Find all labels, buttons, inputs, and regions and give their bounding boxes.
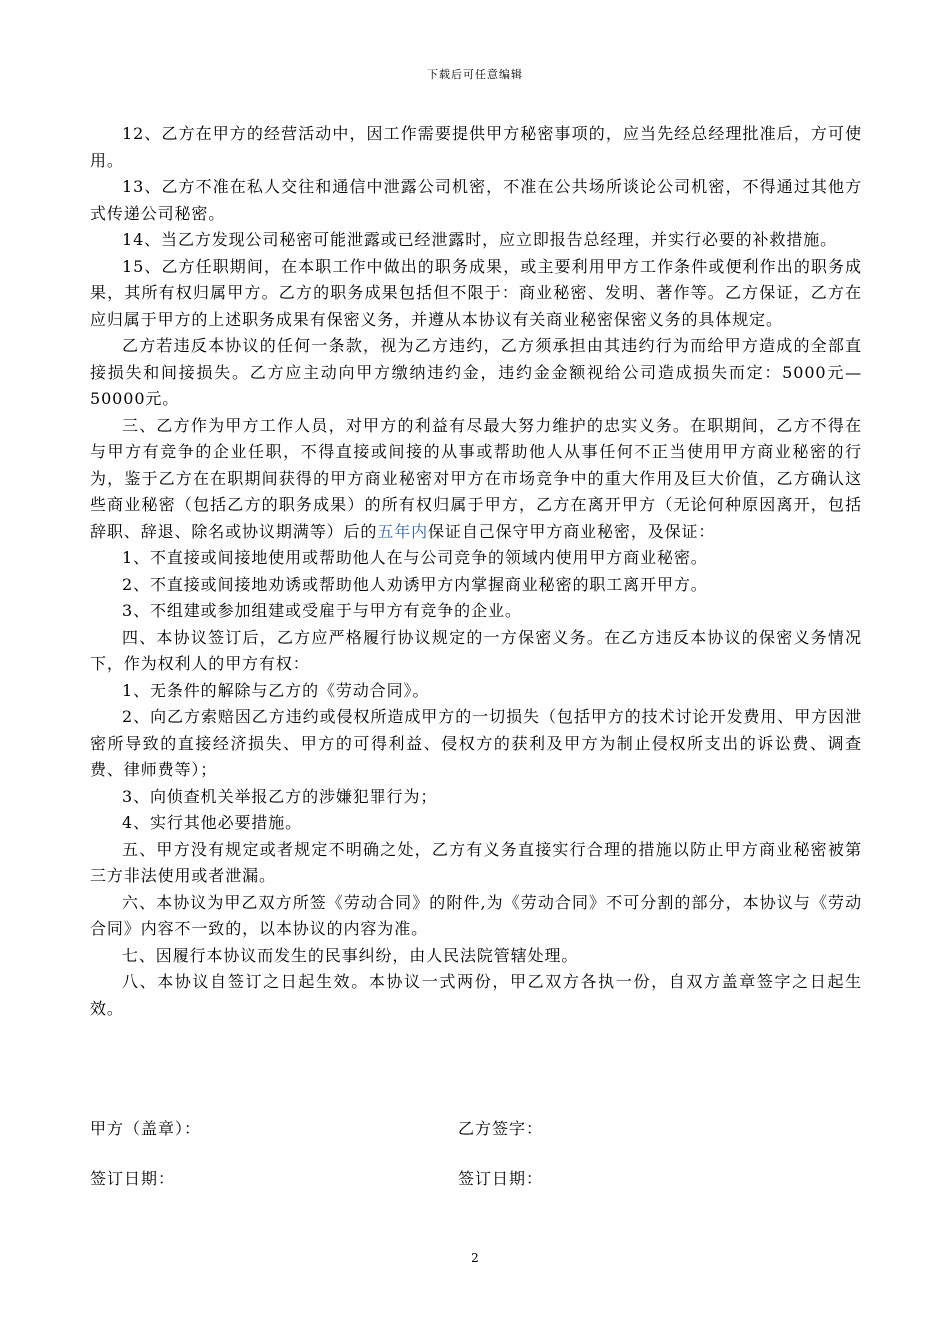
party-a-seal-label: 甲方（盖章）： bbox=[90, 1119, 202, 1138]
section-seven: 七、因履行本协议而发生的民事纠纷，由人民法院管辖处理。 bbox=[122, 945, 579, 965]
section-three-item-2: 2、不直接或间接地劝诱或帮助他人劝诱甲方内掌握商业秘密的职工离开甲方。 bbox=[122, 574, 708, 594]
clause-13: 13、乙方不准在私人交往和通信中泄露公司机密，不准在公共场所谈论公司机密，不得通过其他方式传递公司秘密。 bbox=[90, 177, 862, 223]
clause-14: 14、当乙方发现公司秘密可能泄露或已经泄露时，应立即报告总经理，并实行必要的补救措施。 bbox=[122, 230, 838, 249]
section-eight: 八、本协议自签订之日起生效。本协议一式两份，甲乙双方各执一份，自双方盖章签字之日起生效。 bbox=[90, 972, 862, 1018]
page-header: 下载后可任意编辑 bbox=[427, 68, 523, 81]
clause-12: 12、乙方在甲方的经营活动中，因工作需要提供甲方秘密事项的，应当先经总经理批准后，方可使用。 bbox=[90, 124, 862, 170]
section-four-item-4: 4、实行其他必要措施。 bbox=[122, 813, 303, 832]
section-five: 五、甲方没有规定或者规定不明确之处，乙方有义务直接实行合理的措施以防止甲方商业秘密被第三方非法使用或者泄漏。 bbox=[90, 839, 862, 885]
section-four: 四、本协议签订后，乙方应严格履行协议规定的一方保密义务。在乙方违反本协议的保密义务情况下，作为权利人的甲方有权： bbox=[90, 627, 862, 673]
section-three-text-end: 保证自己保守甲方商业秘密，及保证： bbox=[428, 521, 716, 541]
section-three-item-3: 3、不组建或参加组建或受雇于与甲方有竞争的企业。 bbox=[122, 601, 522, 620]
breach-clause: 乙方若违反本协议的任何一条款，视为乙方违约，乙方须承担由其违约行为而给甲方造成的全部直接损失和间接损失。乙方应主动向甲方缴纳违约金，违约金金额视给公司造成损失而定：5000元—50000元。 bbox=[90, 336, 862, 408]
section-four-item-1: 1、无条件的解除与乙方的《劳动合同》。 bbox=[122, 680, 430, 700]
party-b-sign-label: 乙方签字： bbox=[458, 1119, 544, 1138]
page-number: 2 bbox=[471, 1251, 479, 1265]
section-three-text: 三、乙方作为甲方工作人员，对甲方的利益有尽最大努力维护的忠实义务。在职期间，乙方不得在与甲方有竞争的企业任职，不得直接或间接的从事或帮助他人从事任何不正当使用甲方商业秘密的行为，鉴于乙方在在职期间获得的甲方商业秘密对甲方在市场竞争中的重大作用及巨大价值，乙方确认这些商业秘密（包括乙方的职务成果）的所有权归属于甲方，乙方在离开甲方（无论何种原因离开，包括辞职、辞退、除名或协议期满等）后的 bbox=[90, 415, 862, 541]
section-four-item-2: 2、向乙方索赔因乙方违约或侵权所造成甲方的一切损失（包括甲方的技术讨论开发费用、甲方因泄密所导致的直接经济损失、甲方的可得利益、侵权方的获利及甲方为制止侵权所支出的诉讼费、调查费、律师费等）； bbox=[90, 707, 862, 779]
section-six: 六、本协议为甲乙双方所签《劳动合同》的附件,为《劳动合同》不可分割的部分，本协议与《劳动合同》内容不一致的，以本协议的内容为准。 bbox=[90, 892, 862, 938]
party-b-date-label: 签订日期： bbox=[458, 1169, 544, 1188]
document-body bbox=[90, 121, 862, 1022]
clause-15: 15、乙方任职期间，在本职工作中做出的职务成果，或主要利用甲方工作条件或便利作出的职务成果，其所有权归属甲方。乙方的职务成果包括但不限于：商业秘密、发明、著作等。乙方保证，乙方在应归属于甲方的上述职务成果有保密义务，并遵从本协议有关商业秘密保密义务的具体规定。 bbox=[90, 256, 862, 329]
party-a-date-label: 签订日期： bbox=[90, 1169, 176, 1188]
section-three-highlight: 五年内 bbox=[377, 521, 429, 541]
section-four-item-3: 3、向侦查机关举报乙方的涉嫌犯罪行为； bbox=[122, 786, 438, 806]
section-three-item-1: 1、不直接或间接地使用或帮助他人在与公司竞争的领域内使用甲方商业秘密。 bbox=[122, 548, 708, 567]
section-three bbox=[90, 413, 862, 546]
